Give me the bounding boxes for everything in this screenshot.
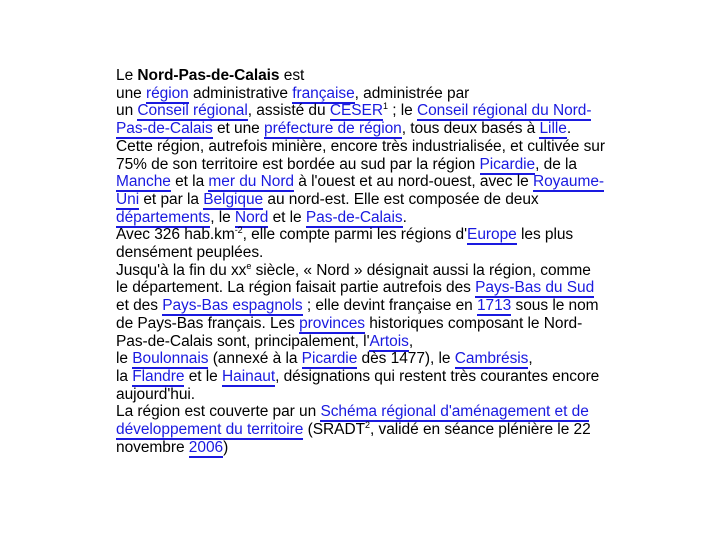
text-run: , administrée par bbox=[354, 84, 470, 102]
text-run: ) bbox=[223, 438, 229, 456]
text-run: . Cette région, autrefois minière, encore très industrialisée, et cultivée sur 75% de son territoire est bordée au sud par la région bbox=[116, 120, 605, 173]
text-run: (annexé à la bbox=[208, 350, 302, 368]
text-run: Jusqu'à la fin du xx bbox=[116, 261, 247, 279]
bold-term: Nord-Pas-de-Calais bbox=[137, 67, 280, 84]
text-run: . bbox=[402, 208, 407, 226]
text-run: administrative bbox=[188, 84, 293, 102]
text-run: et par la bbox=[139, 190, 204, 208]
paragraph-history bbox=[116, 262, 606, 404]
text-run: le bbox=[116, 350, 133, 368]
text-run: au nord-est. Elle est composée de deux bbox=[263, 190, 539, 208]
wiki-link[interactable]: Flandre bbox=[132, 367, 185, 385]
text-run: , tous deux basés à bbox=[401, 120, 540, 138]
wiki-link[interactable]: provinces bbox=[299, 314, 365, 332]
text-run: et des bbox=[116, 297, 163, 315]
text-run: et une bbox=[212, 120, 265, 138]
wiki-link[interactable]: mer du Nord bbox=[208, 173, 294, 191]
wiki-link[interactable]: Boulonnais bbox=[132, 350, 209, 368]
text-run: , désignations qui restent très courantes encore aujourd'hui. bbox=[116, 367, 600, 403]
text-run: historiques composant le Nord-Pas-de-Calais sont, principalement, l' bbox=[116, 314, 583, 350]
text-run: Le bbox=[116, 67, 138, 84]
wiki-link[interactable]: 1713 bbox=[476, 297, 512, 315]
text-run: sous le nom de Pays-Bas français. Les bbox=[116, 297, 599, 332]
text-run: , assisté du bbox=[247, 102, 330, 120]
text-run: , bbox=[528, 350, 533, 368]
text-run: , de la bbox=[535, 155, 577, 173]
wiki-link[interactable]: Nord bbox=[234, 208, 269, 226]
text-run: (SRADT bbox=[303, 421, 366, 439]
text-run: les plus densément peuplées. bbox=[116, 226, 574, 262]
wiki-link[interactable]: Pays-Bas espagnols bbox=[162, 297, 303, 315]
text-run: ; elle devint française en bbox=[302, 297, 477, 315]
text-run: , elle compte parmi les régions d' bbox=[242, 226, 468, 244]
text-run: , validé en séance plénière le 22 novembre bbox=[116, 421, 591, 456]
text-run: , le bbox=[210, 208, 235, 226]
wiki-link[interactable]: Schéma régional d'aménagement et de développement du territoire bbox=[116, 403, 589, 439]
wiki-link[interactable]: Lille bbox=[539, 120, 567, 138]
wiki-link[interactable]: Picardie bbox=[479, 155, 536, 173]
wiki-link[interactable]: Cambrésis bbox=[454, 350, 529, 368]
wiki-link[interactable]: 2006 bbox=[188, 438, 224, 456]
text-run: et le bbox=[184, 367, 223, 385]
text-run: , bbox=[408, 332, 414, 350]
wiki-link[interactable]: Conseil régional bbox=[137, 102, 248, 120]
superscript: 1 bbox=[382, 101, 388, 112]
wiki-link[interactable]: Pays-Bas du Sud bbox=[475, 279, 595, 297]
wiki-link[interactable]: Europe bbox=[467, 226, 517, 244]
superscript: e bbox=[246, 260, 252, 271]
paragraph-planning bbox=[116, 403, 606, 456]
superscript: -2 bbox=[234, 225, 243, 236]
text-run: et la bbox=[170, 173, 209, 191]
superscript: 2 bbox=[365, 420, 370, 431]
article-body bbox=[116, 67, 606, 456]
wiki-link[interactable]: préfecture de région bbox=[264, 120, 402, 138]
text-run: siècle, « Nord » désignait aussi la région, comme le département. La région faisait partie autrefois des bbox=[116, 261, 591, 297]
wiki-link[interactable]: départements bbox=[116, 208, 211, 226]
wiki-link[interactable]: Conseil régional du Nord-Pas-de-Calais bbox=[116, 102, 592, 138]
text-run: est bbox=[279, 67, 305, 84]
text-run: dès 1477), le bbox=[357, 350, 455, 368]
text-run: un bbox=[116, 102, 138, 120]
text-run: à l'ouest et au nord-ouest, avec le bbox=[294, 173, 533, 191]
wiki-link[interactable]: Hainaut bbox=[222, 367, 276, 385]
wiki-link[interactable]: région bbox=[145, 84, 189, 102]
text-run: la bbox=[116, 367, 133, 385]
wiki-link[interactable]: Manche bbox=[116, 173, 171, 191]
wiki-link[interactable]: CESER bbox=[329, 102, 383, 120]
wiki-link[interactable]: française bbox=[292, 84, 355, 102]
text-run: une bbox=[116, 84, 146, 102]
text-run: Avec 326 hab.km bbox=[116, 226, 235, 244]
wiki-link[interactable]: Royaume-Uni bbox=[116, 173, 605, 208]
text-run: ; le bbox=[387, 102, 417, 120]
wiki-link[interactable]: Picardie bbox=[301, 350, 358, 368]
wiki-link[interactable]: Pas-de-Calais bbox=[305, 208, 403, 226]
text-run: La région est couverte par un bbox=[116, 403, 321, 421]
wiki-link[interactable]: Belgique bbox=[203, 190, 264, 208]
paragraph-intro bbox=[116, 67, 606, 262]
wiki-link[interactable]: Artois bbox=[369, 332, 409, 350]
text-run: et le bbox=[268, 208, 306, 226]
